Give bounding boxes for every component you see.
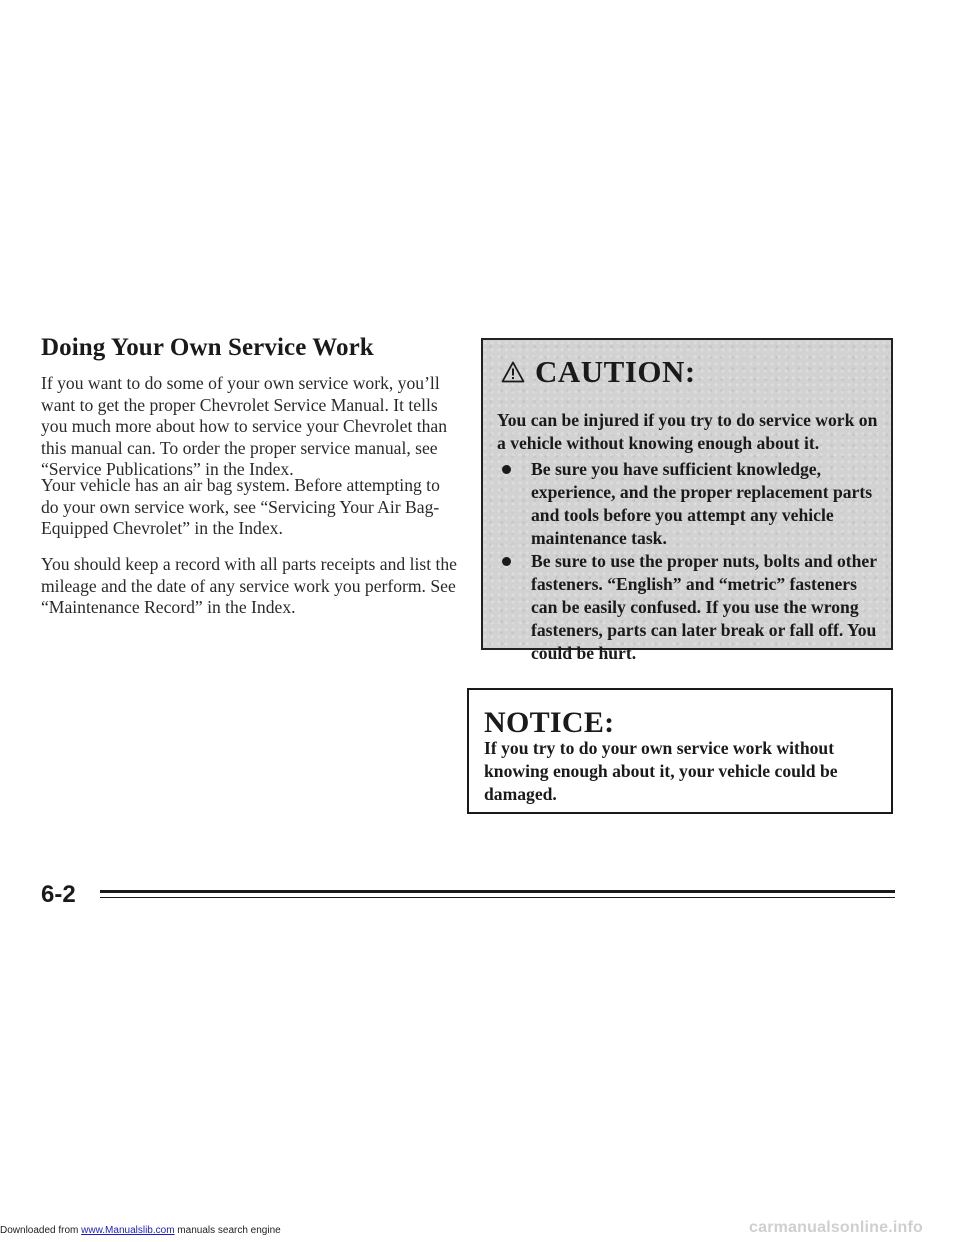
notice-box (467, 688, 893, 814)
caution-bullet-item (497, 550, 882, 665)
warning-triangle-icon (501, 361, 525, 383)
caution-box (481, 338, 893, 663)
caution-bullet-item (497, 458, 882, 550)
download-footer (0, 1225, 281, 1236)
caution-bullet-text: Be sure to use the proper nuts, bolts and other fasteners. “English” and “metric” fasteners can be easily confused. If you use the wrong fasteners, parts can later break or fall off. You could be hurt. (531, 551, 877, 663)
page-number: 6-2 (41, 881, 76, 908)
caution-bullet-text: Be sure you have sufficient knowledge, experience, and the proper replacement parts and tools before you attempt any vehicle maintenance task. (531, 459, 873, 548)
footer-rule-thick (100, 890, 895, 893)
body-paragraph-2: Your vehicle has an air bag system. Before attempting to do your own service work, see “Servicing Your Air Bag-Equipped Chevrolet” in the Index. (41, 475, 440, 538)
body-paragraph-3: You should keep a record with all parts receipts and list the mileage and the date of any service work you perform. See “Maintenance Record” in the Index. (41, 554, 457, 617)
footer-prefix: Downloaded from (0, 1225, 82, 1236)
caution-header (501, 354, 696, 390)
notice-text: If you try to do your own service work without knowing enough about it, your vehicle could be damaged. (484, 738, 838, 804)
footer-suffix: manuals search engine (174, 1225, 281, 1236)
caution-lead-text: You can be injured if you try to do service work on a vehicle without knowing enough about it. (497, 410, 878, 453)
footer-rule-thin (100, 897, 895, 898)
notice-title: NOTICE: (484, 706, 615, 739)
caution-bullet-list (497, 458, 882, 665)
bullet-icon (502, 557, 511, 566)
manualslib-link[interactable]: www.Manualslib.com (81, 1225, 175, 1236)
caution-title: CAUTION: (535, 354, 696, 389)
section-heading: Doing Your Own Service Work (41, 334, 374, 361)
body-paragraph-1: If you want to do some of your own service work, you’ll want to get the proper Chevrolet Service Manual. It tells you much more about how to service your Chevrolet than this manual can. To order the proper service manual, see “Service Publications” in the Index. (41, 373, 448, 479)
site-watermark: carmanualsonline.info (749, 1219, 924, 1236)
bullet-icon (502, 465, 511, 474)
